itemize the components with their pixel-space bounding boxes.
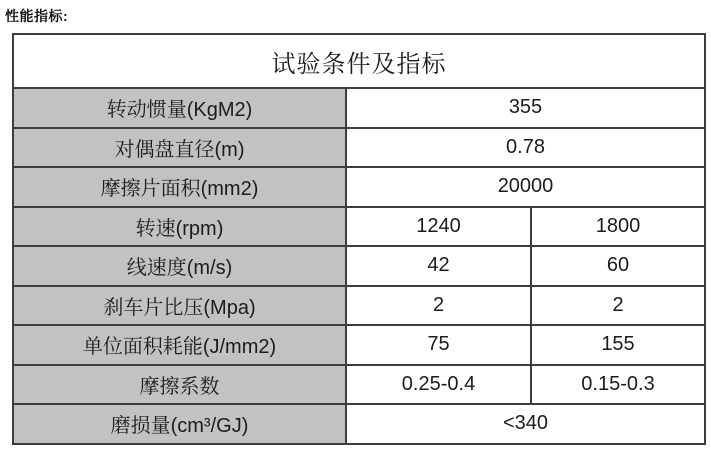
table-row — [13, 286, 705, 326]
row-label: 线速度(m/s) — [13, 246, 346, 286]
row-value: <340 — [346, 404, 705, 444]
row-value: 60 — [531, 246, 705, 286]
row-label: 摩擦片面积(mm2) — [13, 167, 346, 207]
row-value: 2 — [346, 286, 531, 326]
table-row — [13, 128, 705, 168]
row-value: 1800 — [531, 207, 705, 247]
row-value: 0.78 — [346, 128, 705, 168]
row-label: 刹车片比压(Mpa) — [13, 286, 346, 326]
page-title: 性能指标: — [5, 8, 69, 24]
row-label: 摩擦系数 — [13, 365, 346, 405]
row-label: 对偶盘直径(m) — [13, 128, 346, 168]
row-value: 2 — [531, 286, 705, 326]
table-row — [13, 88, 705, 128]
row-value: 1240 — [346, 207, 531, 247]
row-value: 0.15-0.3 — [531, 365, 705, 405]
row-value: 75 — [346, 325, 531, 365]
table-row — [13, 404, 705, 444]
table-row — [13, 167, 705, 207]
row-value: 42 — [346, 246, 531, 286]
row-label: 单位面积耗能(J/mm2) — [13, 325, 346, 365]
table-row — [13, 207, 705, 247]
row-label: 转动惯量(KgM2) — [13, 88, 346, 128]
table-row — [13, 365, 705, 405]
row-label: 磨损量(cm³/GJ) — [13, 404, 346, 444]
table-row — [13, 246, 705, 286]
spec-table — [12, 33, 706, 445]
row-value: 20000 — [346, 167, 705, 207]
table-row — [13, 325, 705, 365]
table-title: 试验条件及指标 — [13, 34, 705, 88]
row-value: 155 — [531, 325, 705, 365]
table-header-row — [13, 34, 705, 88]
row-value: 355 — [346, 88, 705, 128]
row-label: 转速(rpm) — [13, 207, 346, 247]
row-value: 0.25-0.4 — [346, 365, 531, 405]
